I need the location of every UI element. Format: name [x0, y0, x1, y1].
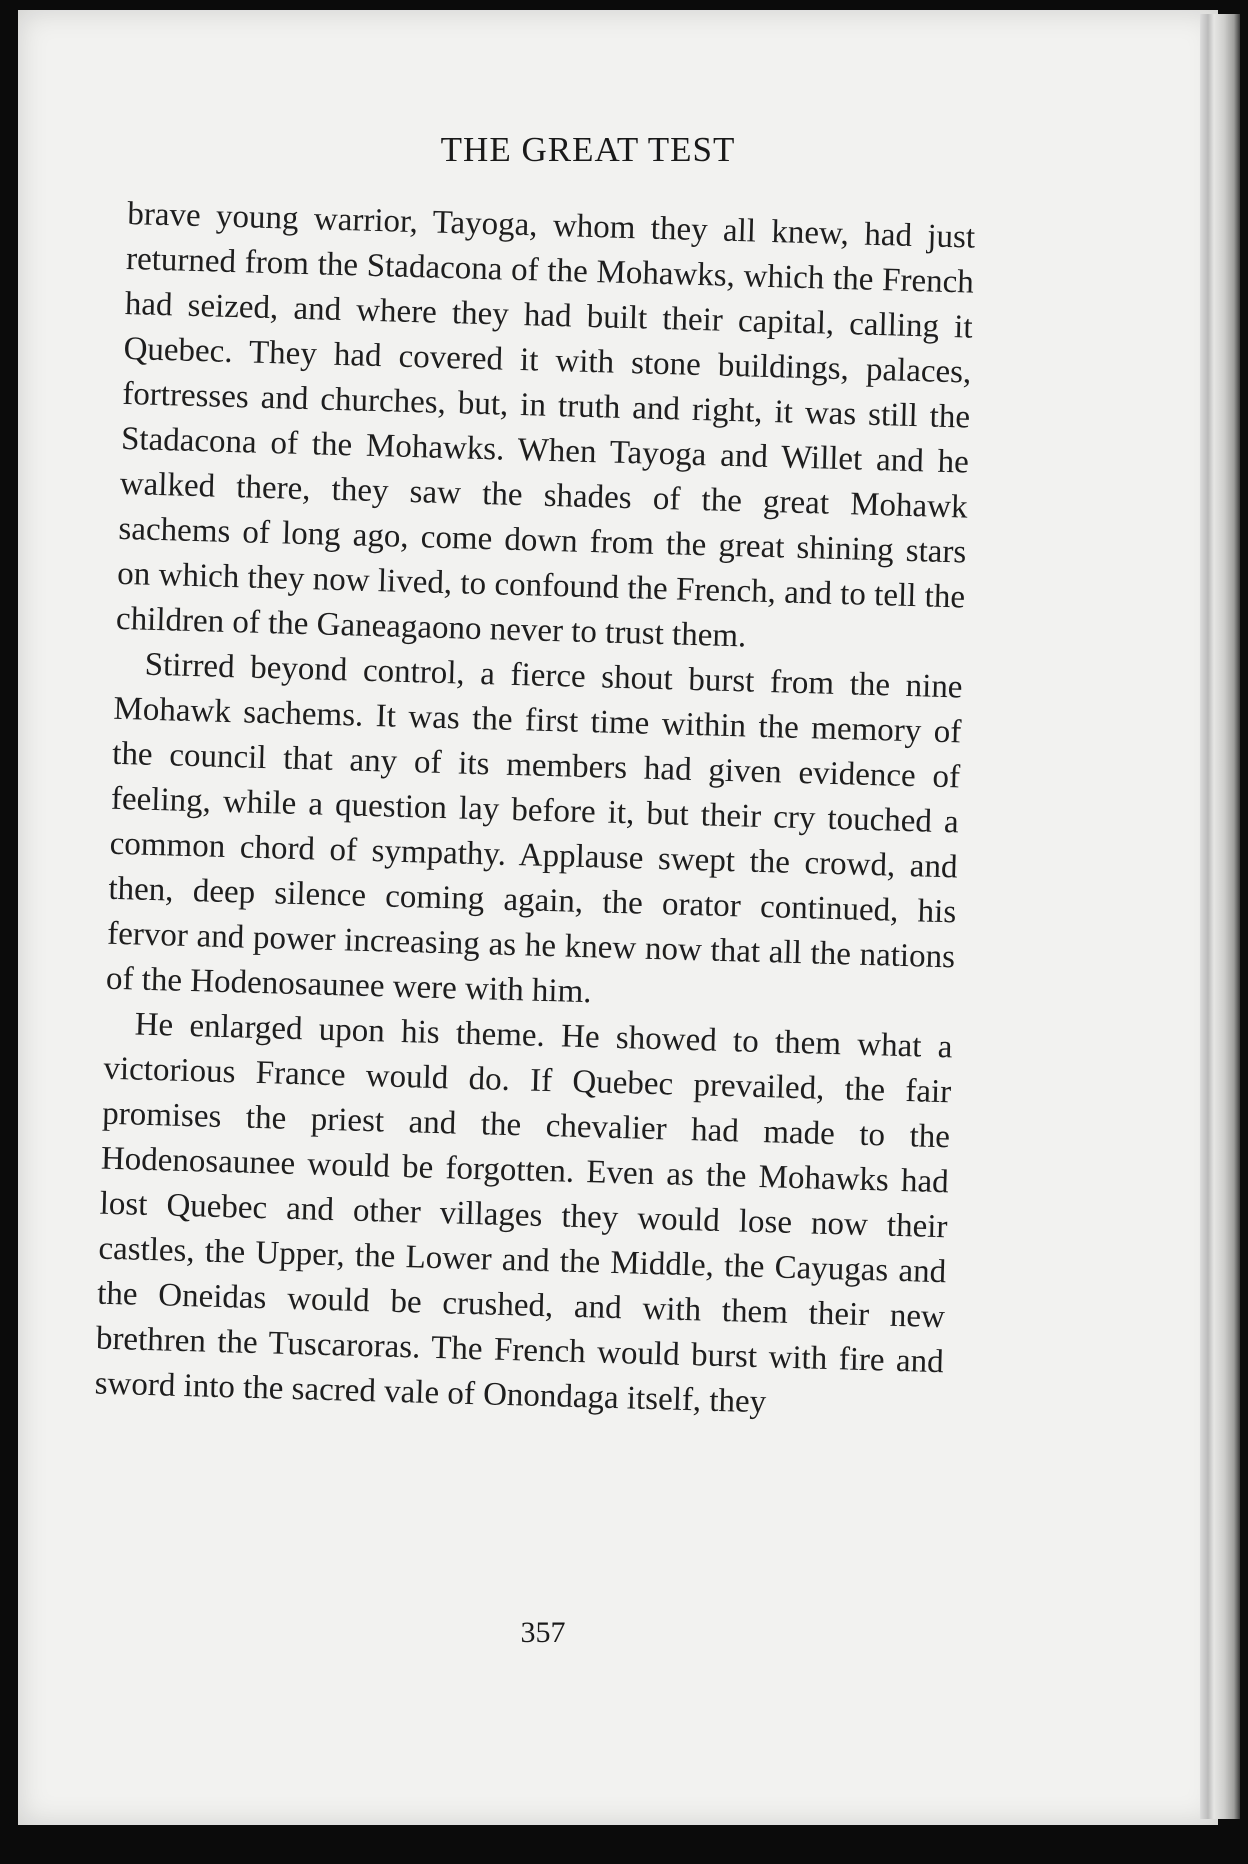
- book-page: [18, 10, 1218, 1825]
- paragraph-2: Stirred beyond control, a fierce shout burst from the nine Mohawk sachems. It was the first time within the memory of the council that any of its members had given evidence of feeling, while a question lay before it, but their cry touched a common chord of sympathy. Applause swept the crowd, and then, deep silence coming again, the orator continued, his fervor and power increasing as he knew now that all the nations of the Hodenosaunee were with him.: [105, 646, 963, 1011]
- paragraph-3: He enlarged upon his theme. He showed to them what a victorious France would do. If Quebec prevailed, the fair promises the priest and the chevalier had made to the Hodenosaunee would be forgotten. Even as the Mohawks had lost Quebec and other villages they would lose now their castles, the Upper, the Lower and the Middle, the Cayugas and the Oneidas would be crushed, and with them their new brethren the Tuscaroras. The French would burst with fire and sword into the sacred vale of Onondaga itself, they: [94, 1006, 953, 1421]
- paragraph-1: brave young warrior, Tayoga, whom they all knew, had just returned from the Stadacona of the Mohawks, which the French had seized, and where they had built their capital, calling it Quebec. They had covered it with stone buildings, palaces, fortresses and churches, but, in truth and right, it was still the Stadacona of the Mohawks. When Tayoga and Willet and he walked there, they saw the shades of the great Mohawk sachems of long ago, come down from the great shining stars on which they now lived, to confound the French, and to tell the children of the Ganeagaono never to trust them.: [115, 195, 976, 655]
- running-head: THE GREAT TEST: [440, 130, 736, 169]
- body-text: [94, 192, 976, 1430]
- page-number: 357: [520, 1616, 566, 1649]
- page-edge: [1200, 14, 1240, 1819]
